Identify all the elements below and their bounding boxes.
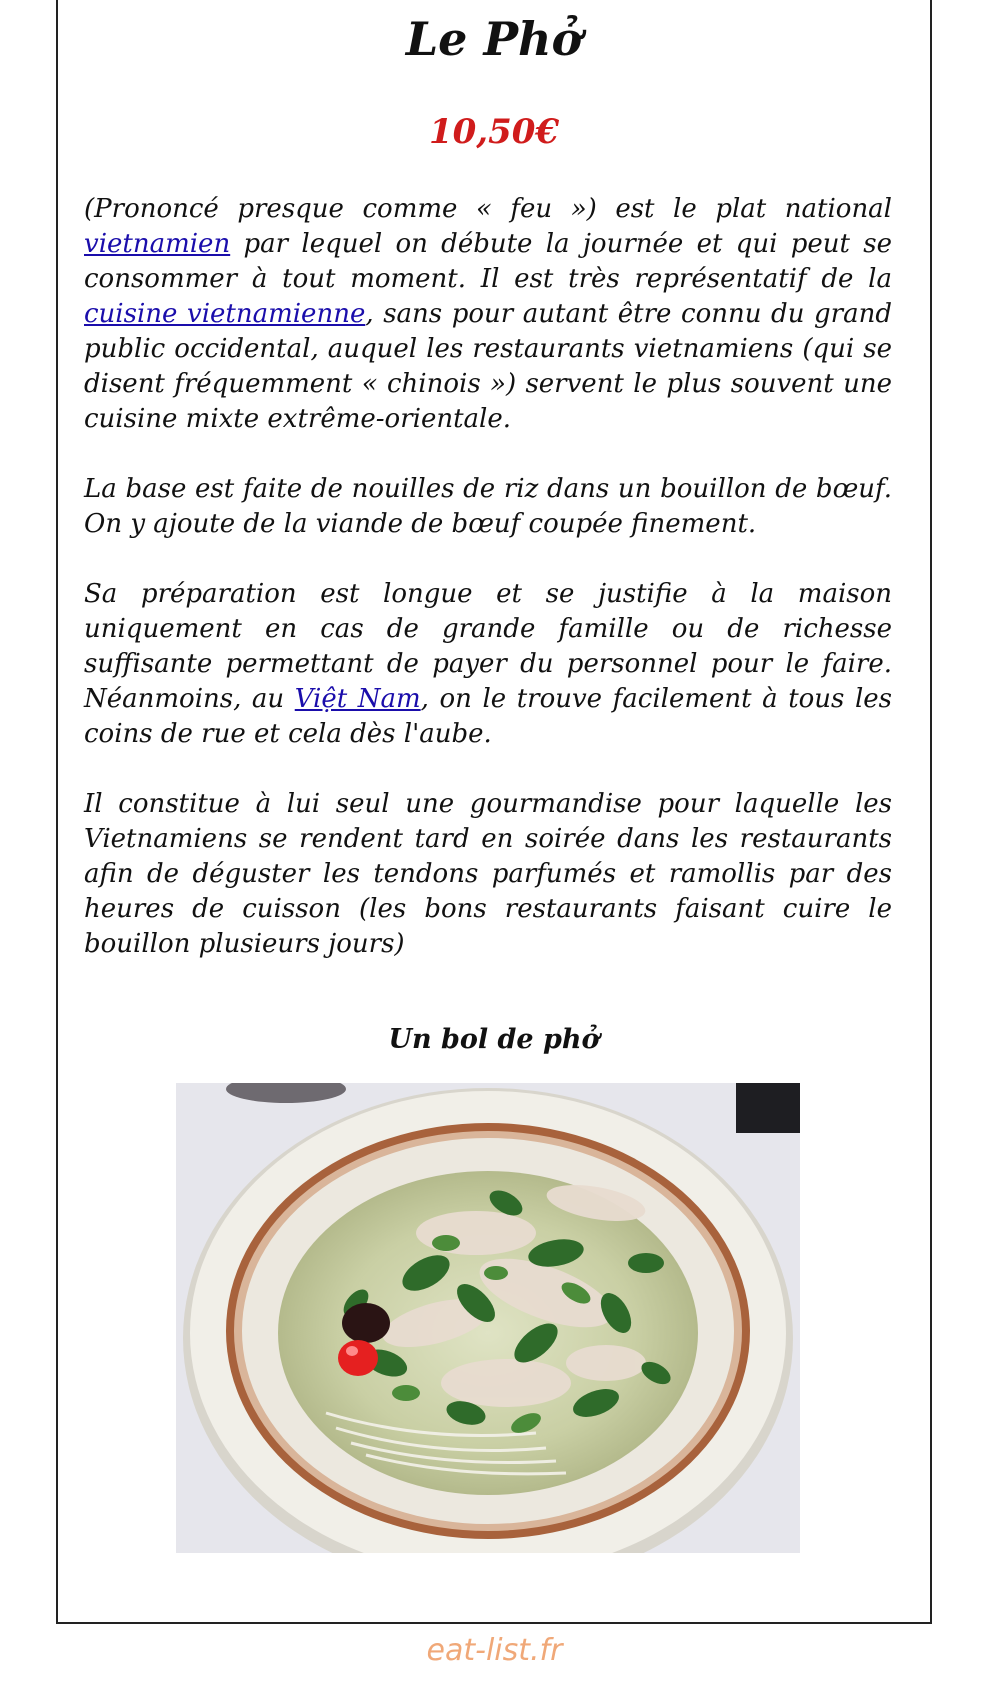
paragraph-intro: (Prononcé presque comme « feu ») est le plat national vietnamien par lequel on débute la journée et qui peut se consommer à tout moment. Il est très représentatif de la cuisine vietnamienne, sans pour autant être connu du grand public occidental, auquel les restaurants vietnamiens (qui se disent fréquemment « chinois ») servent le plus souvent une cuisine mixte extrême-orientale. (84, 194, 892, 434)
site-footer: eat-list.fr (426, 1633, 563, 1668)
paragraph-base: La base est faite de nouilles de riz dans un bouillon de bœuf. On y ajoute de la viande de bœuf coupée finement. (84, 474, 892, 539)
link-cuisine-vietnamienne[interactable]: cuisine vietnamienne (84, 299, 366, 329)
link-vietnamien[interactable]: vietnamien (84, 229, 231, 259)
link-viet-nam[interactable]: Việt Nam (294, 684, 421, 714)
dish-description (84, 192, 892, 997)
photo-caption: Un bol de phở (388, 1024, 600, 1055)
dish-price: 10,50€ (428, 112, 560, 152)
pho-bowl-illustration (176, 1083, 800, 1553)
paragraph-gourmandise: Il constitue à lui seul une gourmandise pour laquelle les Vietnamiens se rendent tard en soirée dans les restaurants afin de déguster les tendons parfumés et ramollis par des heures de cuisson (les bons restaurants faisant cuire le bouillon plusieurs jours) (84, 789, 892, 959)
pho-bowl-photo (176, 1083, 800, 1553)
dish-title: Le Phở (405, 12, 583, 66)
menu-card (56, 0, 932, 1624)
paragraph-preparation: Sa préparation est longue et se justifie à la maison uniquement en cas de grande famille ou de richesse suffisante permettant de payer du personnel pour le faire. Néanmoins, au Việt Nam, on le trouve facilement à tous les coins de rue et cela dès l'aube. (84, 579, 892, 749)
